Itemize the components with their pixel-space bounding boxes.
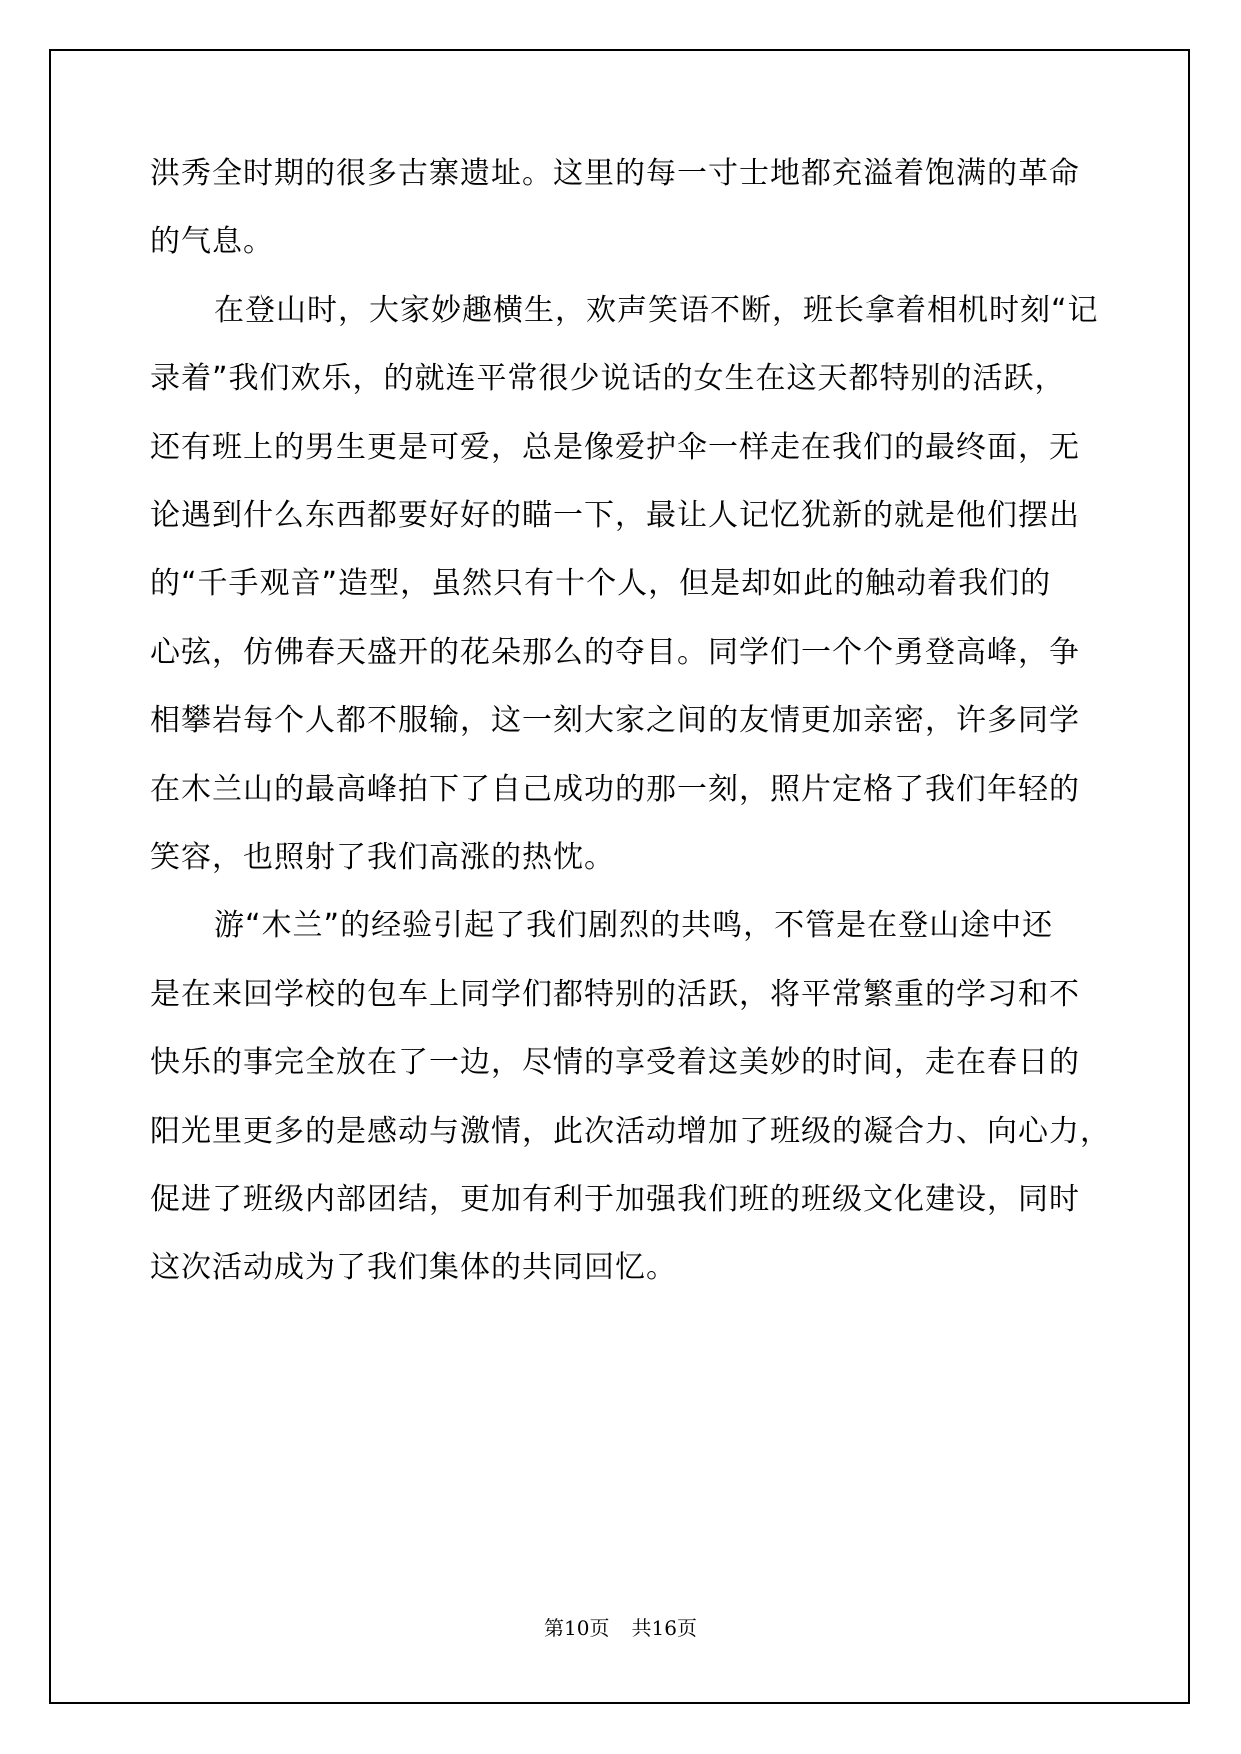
- page-total: 共16页: [631, 1616, 697, 1640]
- text-line: 在木兰山的最高峰拍下了自己成功的那一刻，照片定格了我们年轻的: [150, 771, 1080, 807]
- text-line: 快乐的事完全放在了一边，尽情的享受着这美妙的时间，走在春日的: [150, 1045, 1080, 1081]
- text-line: 的“千手观音”造型，虽然只有十个人，但是却如此的触动着我们的: [150, 566, 1052, 602]
- text-line: 还有班上的男生更是可爱，总是像爱护伞一样走在我们的最终面，无: [150, 429, 1080, 465]
- text-line: 是在来回学校的包车上同学们都特别的活跃，将平常繁重的学习和不: [150, 976, 1080, 1012]
- page-footer: [0, 1614, 1241, 1642]
- text-line: 洪秀全时期的很多古寨遗址。这里的每一寸士地都充溢着饱满的革命: [150, 156, 1080, 191]
- text-line: 这次活动成为了我们集体的共同回忆。: [150, 1250, 677, 1286]
- text-line: 论遇到什么东西都要好好的瞄一下，最让人记忆犹新的就是他们摆出: [150, 498, 1080, 533]
- text-line: 游“木兰”的经验引起了我们剧烈的共鸣，不管是在登山途中还: [214, 908, 1054, 944]
- text-line: 在登山时，大家妙趣横生，欢声笑语不断，班长拿着相机时刻“记: [214, 292, 1099, 328]
- text-line: 的气息。: [150, 224, 274, 260]
- text-line: 阳光里更多的是感动与激情，此次活动增加了班级的凝合力、向心力，: [150, 1113, 1111, 1149]
- page-number: 第10页: [544, 1616, 610, 1640]
- text-line: 心弦，仿佛春天盛开的花朵那么的夺目。同学们一个个勇登高峰，争: [150, 634, 1080, 670]
- text-line: 促进了班级内部团结，更加有利于加强我们班的班级文化建设，同时: [150, 1182, 1080, 1217]
- text-line: 相攀岩每个人都不服输，这一刻大家之间的友情更加亲密，许多同学: [150, 703, 1080, 739]
- text-line: 笑容，也照射了我们高涨的热忱。: [150, 840, 615, 875]
- text-line: 录着”我们欢乐，的就连平常很少说话的女生在这天都特别的活跃，: [150, 361, 1066, 397]
